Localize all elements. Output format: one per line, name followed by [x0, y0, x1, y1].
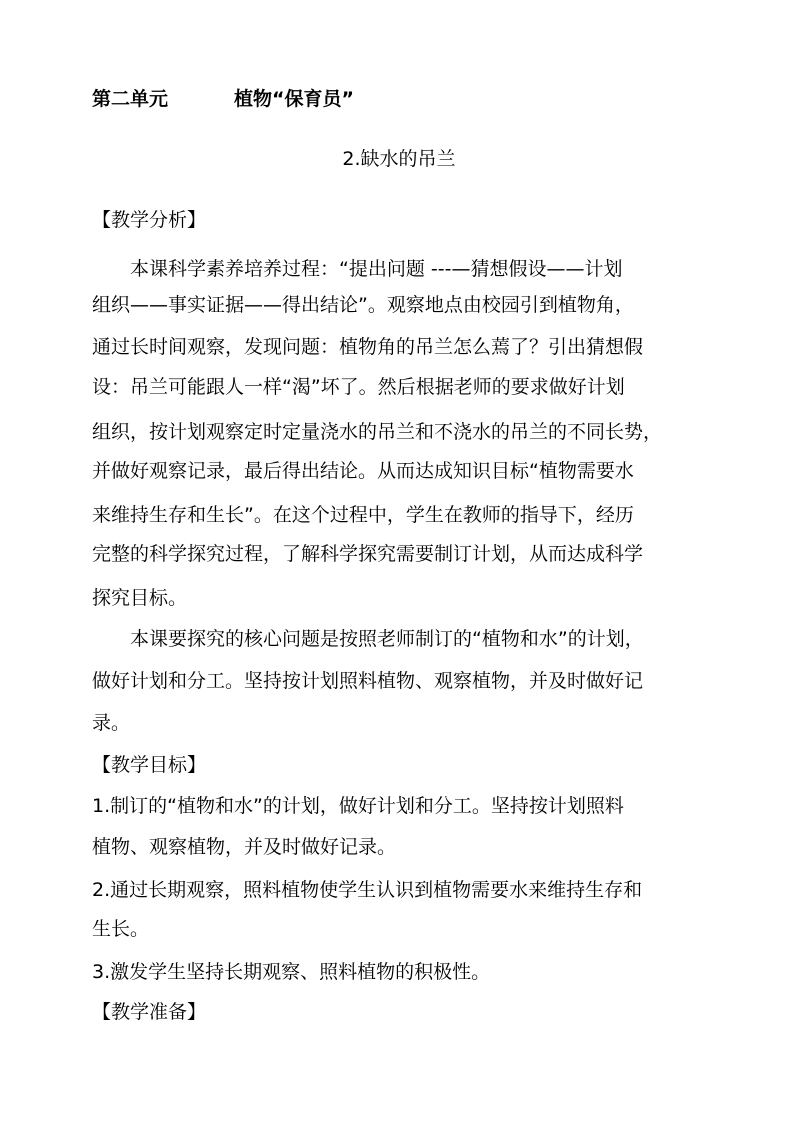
prep-heading: 【教学准备】: [92, 1001, 207, 1023]
goal-line: 1.制订的“植物和水”的计划，做好计划和分工。坚持按计划照料: [92, 795, 624, 817]
goals-heading: 【教学目标】: [92, 754, 207, 776]
analysis-heading: 【教学分析】: [92, 209, 207, 231]
paragraph-line: 录。: [92, 712, 131, 734]
paragraph-line: 组织——事实证据——得出结论”。观察地点由校园引到植物角，: [92, 294, 634, 316]
paragraph-line: 组织，按计划观察定时定量浇水的吊兰和不浇水的吊兰的不同长势，: [92, 421, 663, 443]
paragraph-line: 设：吊兰可能跟人一样“渴”坏了。然后根据老师的要求做好计划: [92, 376, 625, 398]
goal-line: 植物、观察植物，并及时做好记录。: [92, 836, 397, 858]
paragraph-line: 做好计划和分工。坚持按计划照料植物、观察植物，并及时做好记: [92, 670, 644, 692]
paragraph-line: 来维持生存和生长”。在这个过程中，学生在教师的指导下，经历: [92, 504, 634, 526]
paragraph-line: 通过长时间观察，发现问题：植物角的吊兰怎么蔫了？引出猜想假: [92, 336, 644, 358]
lesson-title: 2.缺水的吊兰: [342, 148, 456, 170]
paragraph-line: 并做好观察记录，最后得出结论。从而达成知识目标“植物需要水: [92, 460, 634, 482]
paragraph-line: 本课要探究的核心问题是按照老师制订的“植物和水”的计划，: [130, 628, 644, 650]
goal-line: 生长。: [92, 918, 150, 940]
unit-header: [92, 86, 354, 112]
unit-number: 第二单元: [92, 88, 169, 110]
paragraph-line: 完整的科学探究过程，了解科学探究需要制订计划，从而达成科学: [92, 543, 644, 565]
goal-line: 3.激发学生坚持长期观察、照料植物的积极性。: [92, 961, 491, 983]
paragraph-line: 本课科学素养培养过程：“提出问题 ---—猜想假设——计划: [130, 258, 623, 280]
paragraph-line: 探究目标。: [92, 587, 188, 609]
goal-line: 2.通过长期观察，照料植物使学生认识到植物需要水来维持生存和: [92, 879, 643, 901]
unit-title: 植物“保育员”: [234, 88, 354, 110]
